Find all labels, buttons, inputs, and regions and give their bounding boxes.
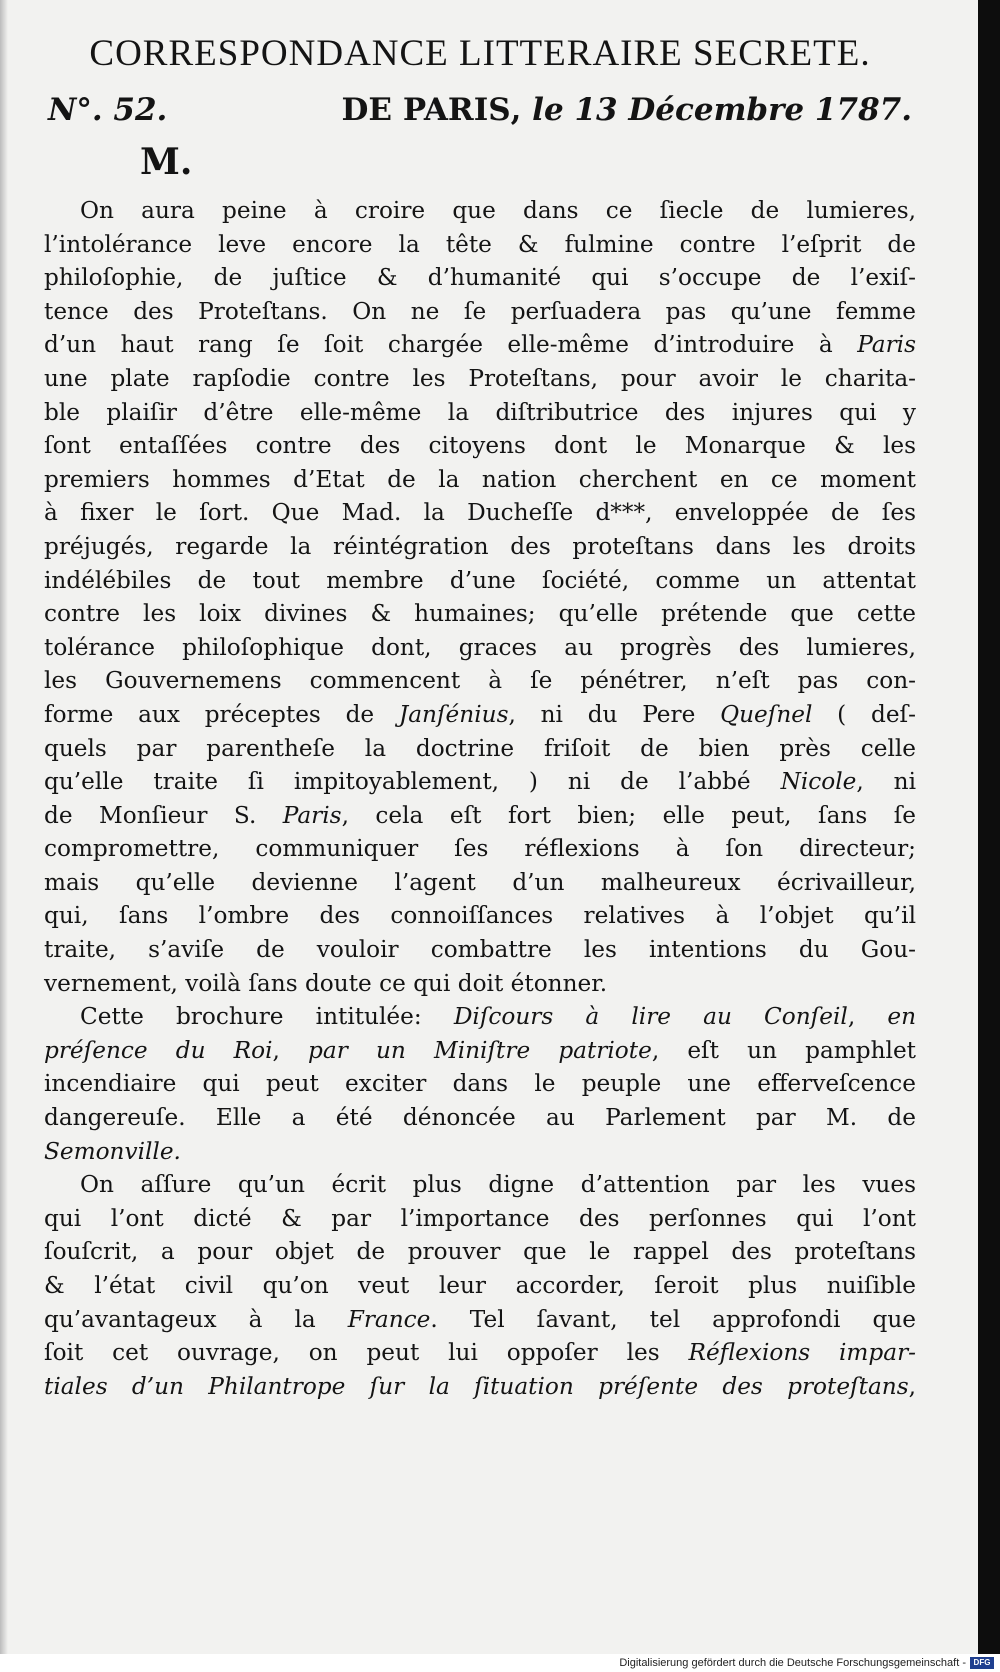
text-line [44, 899, 916, 933]
digitization-footer [0, 1654, 1000, 1672]
text-line [44, 463, 916, 497]
dfg-logo: DFG [970, 1657, 994, 1669]
text-line [44, 1034, 916, 1068]
text-segment: ( deſ- [812, 700, 916, 728]
italic-segment: Paris [282, 801, 342, 829]
text-segment: , [847, 1003, 888, 1031]
text-line [44, 564, 916, 598]
text-line [44, 765, 916, 799]
masthead-title: CORRESPONDANCE LITTERAIRE SECRETE. [89, 33, 871, 74]
text-line [44, 1370, 916, 1404]
text-segment: ſoit cet ouvrage, on peut lui oppoſer les [44, 1339, 689, 1367]
text-line [44, 396, 916, 430]
text-segment: , ni [856, 768, 916, 796]
text-segment: On aura peine à croire que dans ce ſiecle de lumieres, [80, 197, 916, 224]
text-line [44, 1235, 916, 1269]
text-segment: à fixer le ſort. Que Mad. la Ducheſſe d***, enveloppée de ſes [44, 499, 916, 527]
text-line [44, 732, 916, 766]
text-segment: philoſophie, de juſtice & d’humanité qui s’occupe de l’exiſ- [44, 264, 916, 292]
text-segment: compromettre, communiquer ſes réflexions à ſon directeur; [44, 835, 916, 863]
text-line [44, 933, 916, 967]
italic-segment: Janſénius [398, 700, 509, 728]
italic-segment: tiales d’un Philantrope ſur la ſituation préſente des proteſtans [44, 1372, 909, 1400]
text-line [44, 261, 916, 295]
text-line [44, 530, 916, 564]
text-segment: Cette brochure intitulée: [80, 1003, 454, 1031]
text-segment: mais qu’elle devienne l’agent d’un malheureux écrivailleur, [44, 868, 916, 896]
text-segment: . Tel ſavant, tel approfondi que [430, 1305, 916, 1333]
text-line [44, 429, 916, 463]
text-line [44, 1135, 916, 1169]
issue-number: N°. 52. [48, 92, 168, 128]
text-line [44, 228, 916, 262]
text-segment: ſont entaſſées contre des citoyens dont le Monarque & les [44, 432, 916, 460]
text-line [44, 597, 916, 631]
text-segment: quels par parentheſe la doctrine friſoit de bien près celle [44, 734, 916, 762]
page-edge-shadow [0, 0, 8, 1654]
text-segment: dangereuſe. Elle a été dénoncée au Parlement par M. de [44, 1104, 916, 1132]
text-line [44, 362, 916, 396]
dateline-separator: , [510, 92, 533, 128]
text-line [44, 1067, 916, 1101]
letter-date: le 13 Décembre 1787. [532, 92, 912, 128]
text-segment: traite, s’aviſe de vouloir combattre les intentions du Gou- [44, 936, 916, 964]
text-segment: d’un haut rang ſe ſoit chargée elle-même d’introduire à [44, 331, 858, 359]
text-line [44, 967, 916, 1001]
text-line [44, 1000, 916, 1034]
text-line [44, 799, 916, 833]
italic-segment: Nicole [780, 768, 857, 796]
italic-segment: Diſcours à lire au Conſeil [453, 1003, 848, 1031]
italic-segment: Queſnel [720, 700, 813, 728]
text-line [44, 832, 916, 866]
text-segment: ſouſcrit, a pour objet de prouver que le rappel des proteſtans [44, 1238, 916, 1266]
text-segment: ble plaiſir d’être elle-même la diſtributrice des injures qui y [44, 398, 916, 426]
text-segment: incendiaire qui peut exciter dans le peuple une efferveſcence [44, 1070, 916, 1098]
text-line [44, 866, 916, 900]
text-segment: qui, ſans l’ombre des connoiſſances relatives à l’objet qu’il [44, 902, 916, 930]
text-line [44, 1202, 916, 1236]
text-segment: qu’avantageux à la [44, 1305, 348, 1333]
italic-segment: Réflexions impar- [688, 1339, 916, 1367]
text-segment: l’intolérance leve encore la tête & fulmine contre l’eſprit de [44, 230, 916, 258]
place-name: DE PARIS [341, 92, 511, 128]
text-line [44, 328, 916, 362]
text-segment: qu’elle traite ſi impitoyablement, ) ni de l’abbé [44, 768, 781, 796]
text-segment: les Gouvernemens commencent à ſe pénétrer, n’eſt pas con- [44, 667, 916, 695]
text-segment: , cela eſt fort bien; elle peut, ſans ſe [341, 801, 916, 829]
text-line [44, 1269, 916, 1303]
text-segment: premiers hommes d’Etat de la nation cherchent en ce moment [44, 465, 916, 493]
text-line [44, 496, 916, 530]
text-segment: forme aux préceptes de [44, 700, 399, 728]
text-line [44, 1303, 916, 1337]
text-segment: On aſſure qu’un écrit plus digne d’attention par les vues [80, 1171, 916, 1199]
text-segment: indélébiles de tout membre d’une ſociété, comme un attentat [44, 566, 916, 594]
italic-segment: par un Miniſtre patriote [308, 1036, 652, 1064]
text-line [44, 1101, 916, 1135]
dateline [44, 90, 916, 130]
text-line [44, 1336, 916, 1370]
text-segment: préjugés, regarde la réintégration des proteſtans dans les droits [44, 532, 916, 560]
text-segment: , [908, 1372, 916, 1400]
italic-segment: Paris [857, 331, 916, 359]
place-and-date [342, 90, 916, 130]
letter-body [44, 194, 916, 1403]
italic-segment: France [347, 1305, 431, 1333]
text-segment: tolérance philoſophique dont, graces au progrès des lumieres, [44, 633, 916, 661]
text-segment: vernement, voilà ſans doute ce qui doit étonner. [44, 969, 608, 997]
text-segment: qui l’ont dicté & par l’importance des perſonnes qui l’ont [44, 1204, 916, 1232]
italic-segment: en [887, 1003, 916, 1031]
text-line [44, 1168, 916, 1202]
text-segment: une plate rapſodie contre les Proteſtans, pour avoir le charita- [44, 364, 916, 392]
text-segment: contre les loix divines & humaines; qu’elle prétende que cette [44, 600, 916, 628]
text-segment: , eſt un pamphlet [651, 1036, 917, 1064]
text-line [44, 194, 916, 228]
text-line [44, 664, 916, 698]
salutation: M. [140, 141, 193, 183]
text-segment: , ni du Pere [508, 700, 721, 728]
text-line [44, 295, 916, 329]
text-line [44, 631, 916, 665]
text-segment: de Monſieur S. [44, 801, 283, 829]
page-content [44, 30, 916, 1403]
text-segment: , [272, 1036, 309, 1064]
funding-credit: Digitalisierung gefördert durch die Deutsche Forschungsgemeinschaft - [619, 1657, 966, 1669]
italic-segment: Semonville. [44, 1137, 181, 1165]
text-line [44, 698, 916, 732]
text-segment: tence des Proteſtans. On ne ſe perſuadera pas qu’une femme [44, 297, 916, 325]
text-segment: & l’état civil qu’on veut leur accorder, ſeroit plus nuiſible [44, 1272, 916, 1299]
italic-segment: préſence du Roi [44, 1036, 273, 1064]
